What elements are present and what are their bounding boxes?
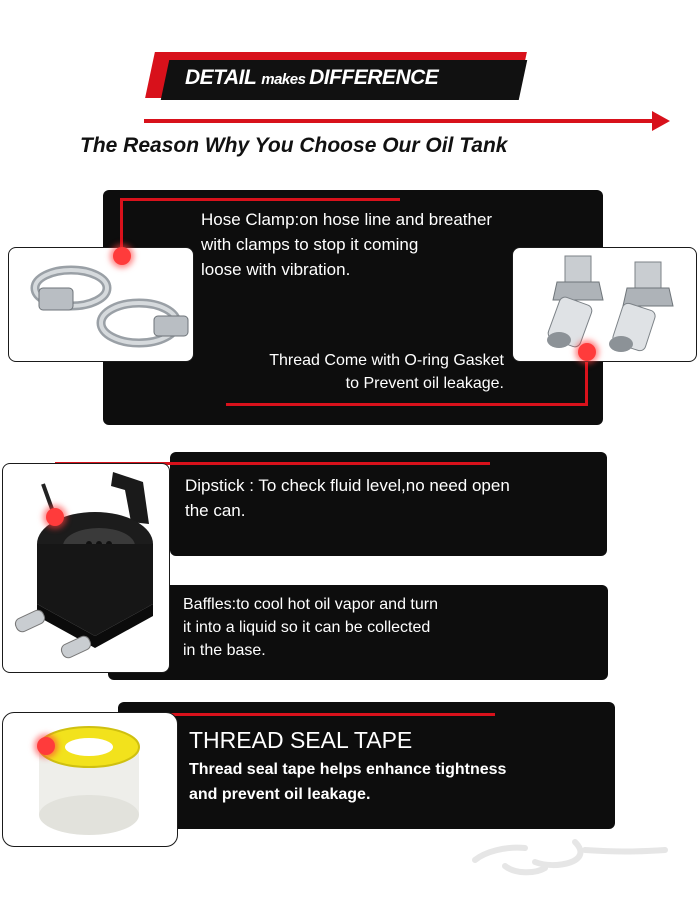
baffles-line-2: it into a liquid so it can be collected <box>183 619 431 636</box>
watermark-logo <box>465 822 685 882</box>
page-subtitle: The Reason Why You Choose Our Oil Tank <box>80 134 508 157</box>
banner-word-difference: DIFFERENCE <box>309 66 439 89</box>
watermark-icon <box>465 822 685 882</box>
seal-tape-line-1: Thread seal tape helps enhance tightness <box>189 761 507 778</box>
seal-tape-title: THREAD SEAL TAPE <box>189 727 413 753</box>
hose-clamp-line-2: with clamps to stop it coming <box>201 235 419 254</box>
hose-clamp-line-1: Hose Clamp:on hose line and breather <box>201 210 493 229</box>
callout-dot-thread <box>578 343 596 361</box>
callout-dot-seal-tape <box>37 737 55 755</box>
banner-word-detail: DETAIL <box>185 66 262 89</box>
callout-line-hose-clamp <box>120 198 400 201</box>
seal-tape-photo <box>2 712 178 847</box>
callout-line-thread <box>226 403 588 406</box>
thread-line-2: to Prevent oil leakage. <box>345 375 504 392</box>
fitting-icon <box>513 248 697 362</box>
oil-tank-photo <box>2 463 170 673</box>
thread-text <box>216 349 504 395</box>
banner-word-makes: makes <box>261 71 310 88</box>
callout-dot-dipstick <box>46 508 64 526</box>
hose-clamp-line-3: loose with vibration. <box>201 260 351 279</box>
hose-clamp-text <box>201 207 492 282</box>
hose-clamp-icon <box>9 248 194 362</box>
baffles-text <box>183 593 438 662</box>
baffles-line-1: Baffles:to cool hot oil vapor and turn <box>183 596 438 613</box>
dipstick-text <box>185 473 510 523</box>
baffles-line-3: in the base. <box>183 642 266 659</box>
callout-dot-hose-clamp <box>113 247 131 265</box>
header-banner-text <box>185 66 505 96</box>
header-arrow-head <box>652 111 670 131</box>
seal-tape-icon <box>3 713 178 847</box>
header-arrow-line <box>144 119 656 123</box>
seal-tape-text <box>189 757 506 807</box>
callout-line-hose-clamp-vertical <box>120 198 123 253</box>
oil-tank-icon <box>3 464 170 673</box>
seal-tape-line-2: and prevent oil leakage. <box>189 786 371 803</box>
dipstick-line-2: the can. <box>185 501 246 520</box>
thread-line-1: Thread Come with O-ring Gasket <box>269 352 504 369</box>
dipstick-line-1: Dipstick : To check fluid level,no need open <box>185 476 510 495</box>
hose-clamp-photo <box>8 247 194 362</box>
thread-fitting-photo <box>512 247 697 362</box>
